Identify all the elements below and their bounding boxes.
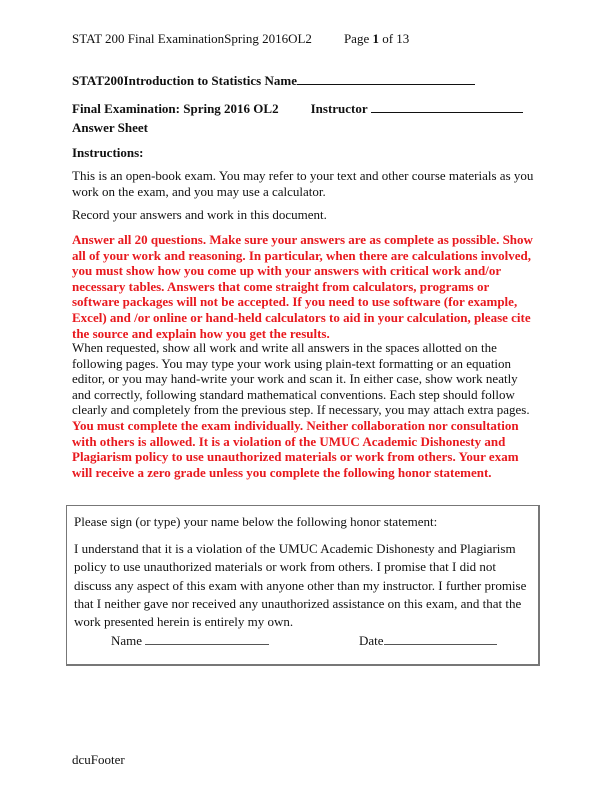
current-page: 1	[372, 31, 379, 46]
exam-instructor-line	[72, 100, 523, 117]
signature-name-row	[111, 632, 269, 649]
exam-label: Final Examination: Spring 2016 OL2	[72, 101, 279, 116]
signature-date-label: Date	[359, 633, 384, 648]
course-name-line	[72, 72, 475, 89]
record-paragraph: Record your answers and work in this document.	[72, 207, 327, 222]
page-footer: dcuFooter	[72, 752, 125, 767]
student-name-field[interactable]	[297, 72, 475, 85]
course-name-label: STAT200Introduction to Statistics Name	[72, 73, 297, 88]
instructor-field[interactable]	[371, 100, 523, 113]
honor-statement-box	[66, 505, 540, 666]
signature-name-field[interactable]	[145, 632, 269, 645]
running-title: STAT 200 Final ExaminationSpring 2016OL2	[72, 31, 312, 46]
signature-date-field[interactable]	[384, 632, 497, 645]
answer-all-warning: Answer all 20 questions. Make sure your answers are as complete as possible. Show all of your work and reasoning. In particular, when there are calculations involved, you must show how you come up with your answers with critical work and/or necessary tables. Answers that come straight from calculators, programs or software packages will not be accepted. If you need to use software (for example, Excel) and /or online or hand-held calculators to aid in your calculation, please cite the source and explain how you get the results.	[72, 232, 533, 341]
individual-work-warning: You must complete the exam individually. Neither collaboration nor consultation with others is allowed. It is a violation of the UMUC Academic Dishonesty and Plagiarism policy to use unauthorized materials or work from others. Your exam will receive a zero grade unless you complete the following honor statement.	[72, 418, 519, 480]
honor-statement-text: I understand that it is a violation of the UMUC Academic Dishonesty and Plagiarism policy to use unauthorized materials or work from others. I promise that I did not discuss any aspect of this exam with anyone other than my instructor. I further promise that I neither gave nor received any unauthorized assistance on this exam, and that the work presented herein is entirely my own.	[74, 541, 527, 630]
instructions-heading: Instructions:	[72, 145, 144, 160]
page-header	[72, 31, 409, 47]
answer-sheet-heading: Answer Sheet	[72, 120, 148, 135]
open-book-paragraph: This is an open-book exam. You may refer to your text and other course materials as you work on the exam, and you may use a calculator.	[72, 168, 534, 199]
instructor-label: Instructor	[310, 101, 371, 116]
signature-name-label: Name	[111, 633, 146, 648]
show-work-paragraph: When requested, show all work and write all answers in the spaces allotted on the following pages. You may type your work using plain-text formatting or an equation editor, or you may hand-write your work and scan it. In either case, show work neatly and correctly, following standard mathematical conventions. Each step should follow clearly and completely from the previous step. If necessary, you may attach extra pages.	[72, 340, 530, 418]
honor-intro: Please sign (or type) your name below the following honor statement:	[74, 514, 438, 529]
page-number: Page 1 of 13	[343, 31, 410, 46]
signature-date-row	[359, 632, 497, 649]
